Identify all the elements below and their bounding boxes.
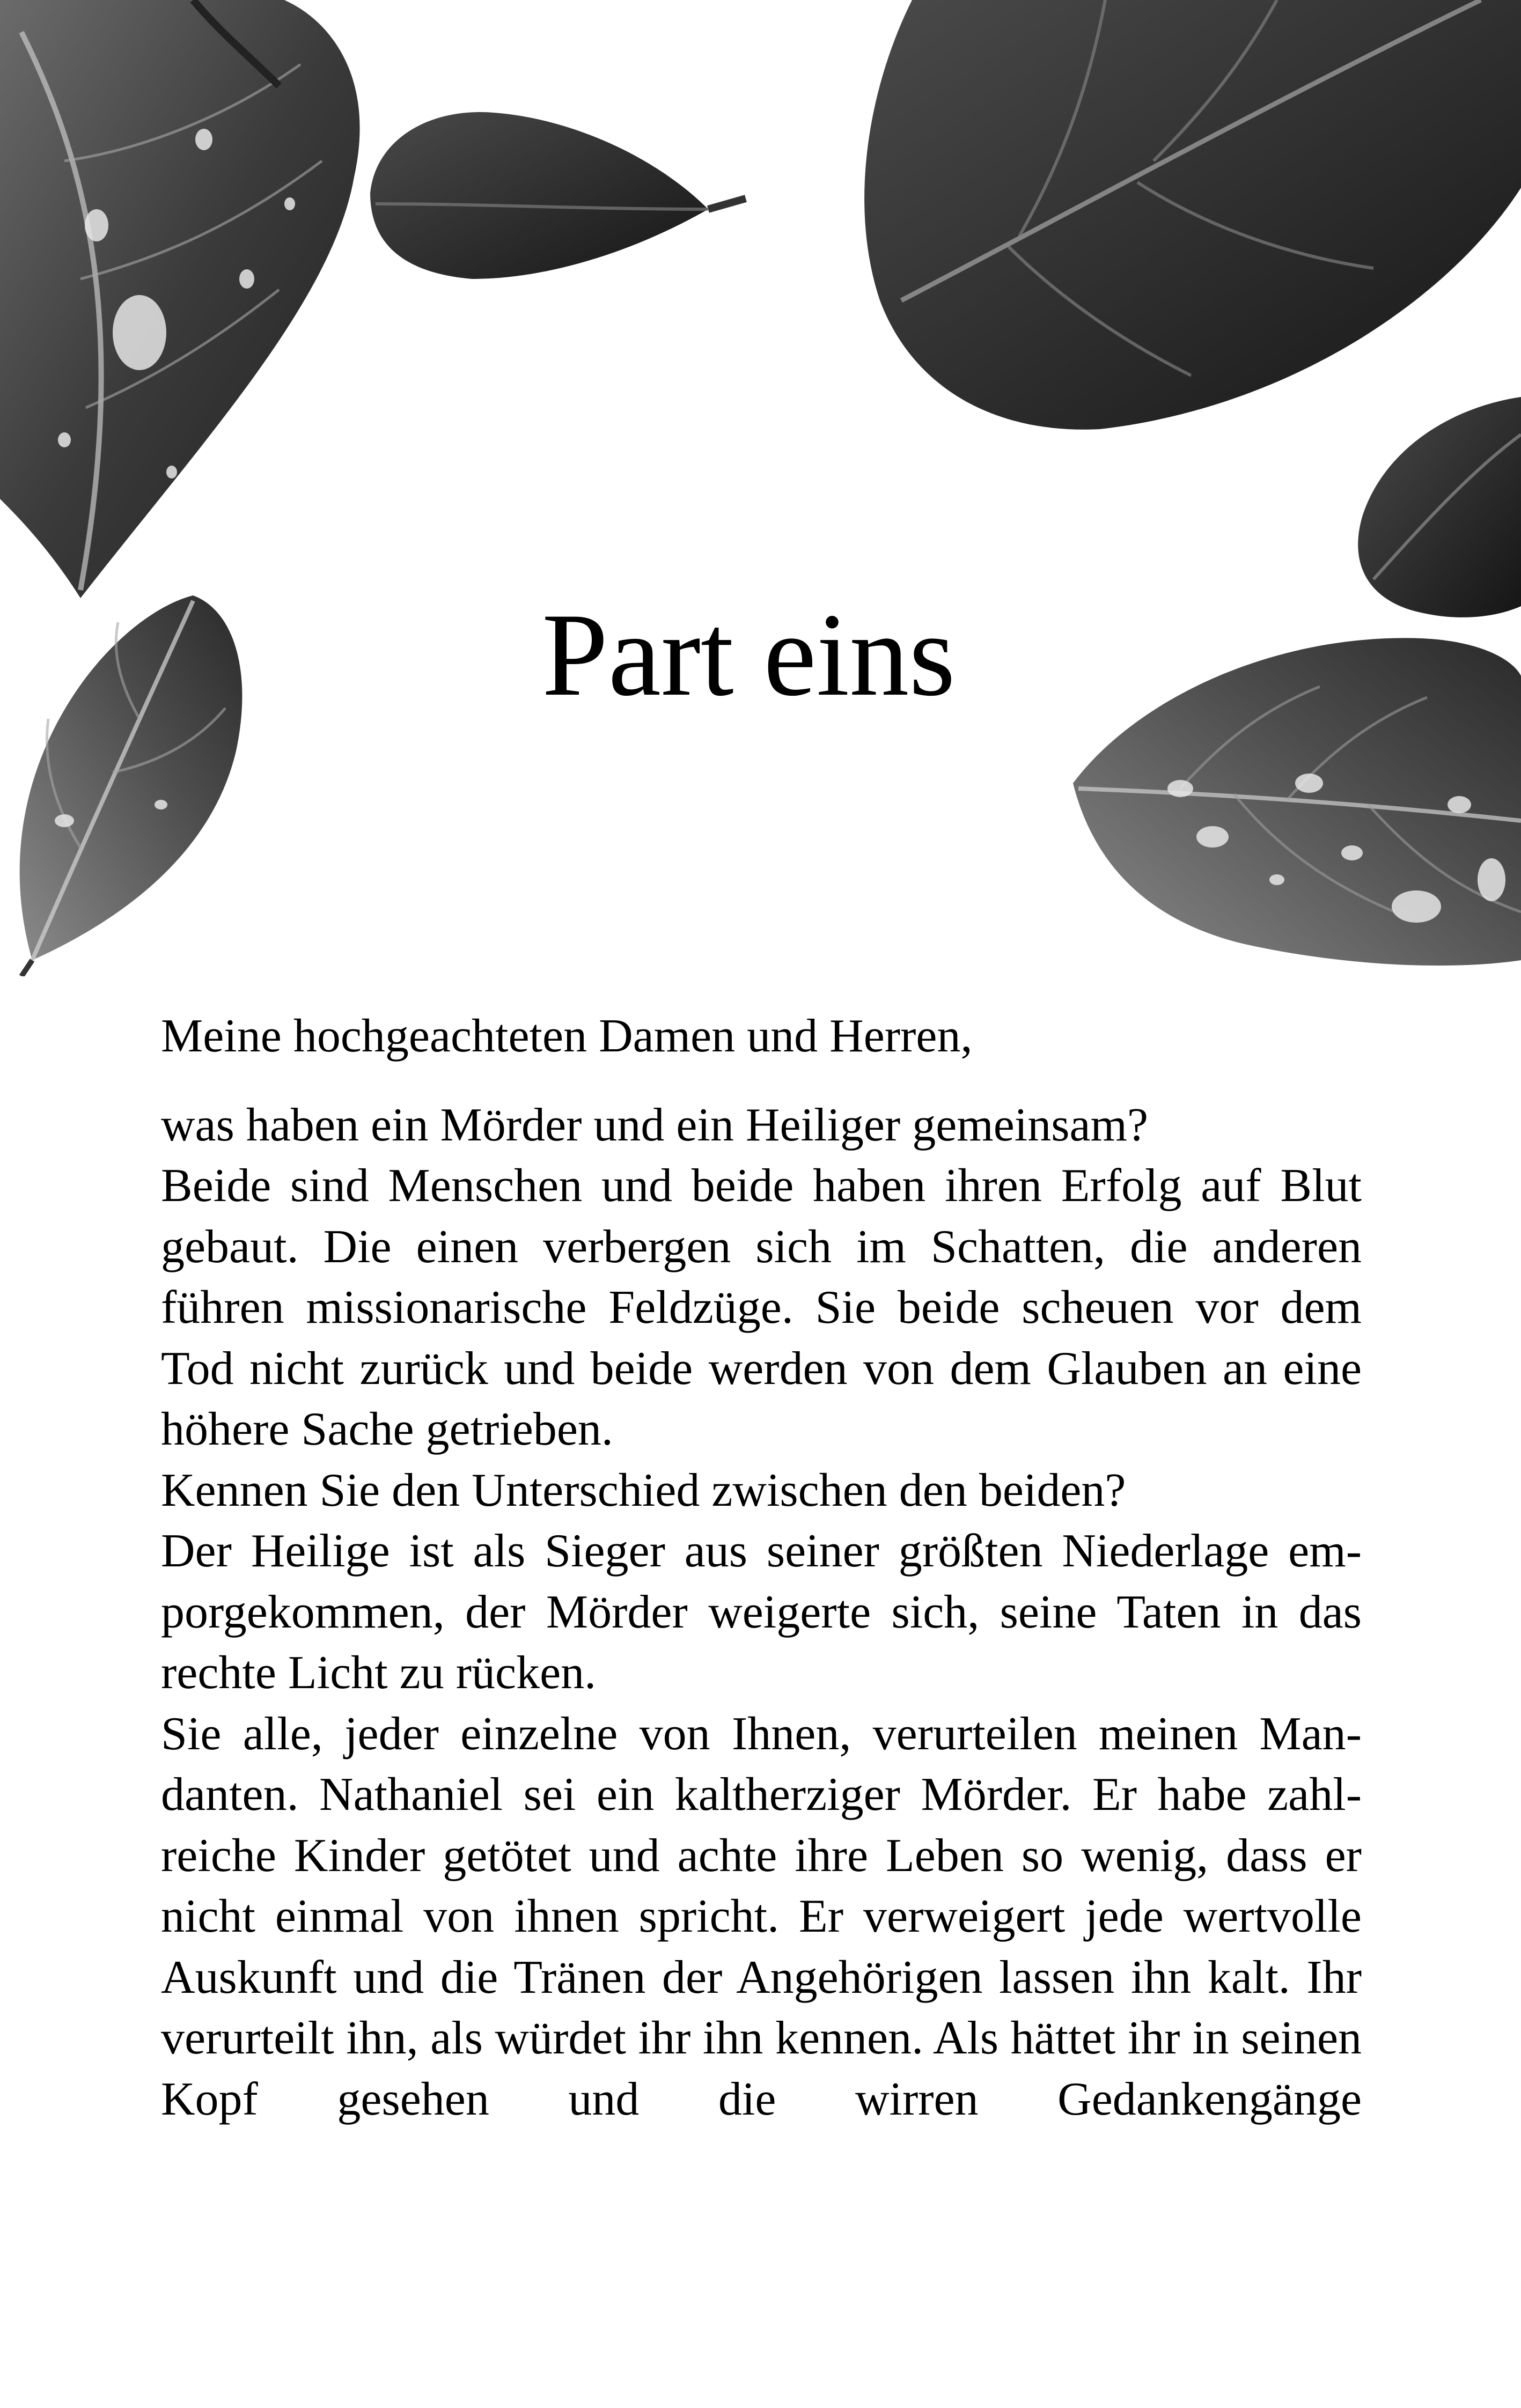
leaf-top-left <box>0 0 360 598</box>
leaf-top-center <box>370 112 746 279</box>
leaf-top-right-large <box>864 0 1521 430</box>
paragraph: Beide sind Menschen und beide haben ihren Erfolg auf Blut gebaut. Die einen verbergen sich im Schatten, die anderen führen missionarische Feldzüge. Sie beide scheuen vor dem Tod nicht zurück und beide werden von dem Glauben an eine höhere Sache getrieben. <box>161 1160 1362 1455</box>
letter-body <box>161 1006 1362 2130</box>
paragraph: Der Heilige ist als Sieger aus seiner größten Niederlage emporgekommen, der Mörder weigerte sich, seine Taten in das rechte Licht zu rücken. <box>161 1525 1362 1699</box>
leaf-right-middle <box>1358 397 1521 617</box>
paragraph: Sie alle, jeder einzelne von Ihnen, verurteilen meinen Mandanten. Nathaniel sei ein kaltherziger Mörder. Er habe zahlreiche Kinder getötet und achte ihre Leben so wenig, dass er nicht einmal von ihnen spricht. Er verweigert jede wertvolle Auskunft und die Tränen der Angehörigen lassen ihn kalt. Ihr verurteilt ihn, als würdet ihr ihn kennen. Als hättet ihr in seinen Kopf gesehen und die wirren Gedankengänge <box>161 1707 1362 2125</box>
leaf-decoration-image <box>0 0 1521 976</box>
salutation: Meine hochgeachteten Damen und Herren, <box>161 1010 973 1062</box>
leaf-left-middle <box>20 595 243 976</box>
paragraph: was haben ein Mörder und ein Heiliger gemeinsam? <box>161 1099 1149 1151</box>
page-title: Part eins <box>542 589 956 721</box>
paragraph: Kennen Sie den Unterschied zwischen den beiden? <box>161 1464 1126 1516</box>
